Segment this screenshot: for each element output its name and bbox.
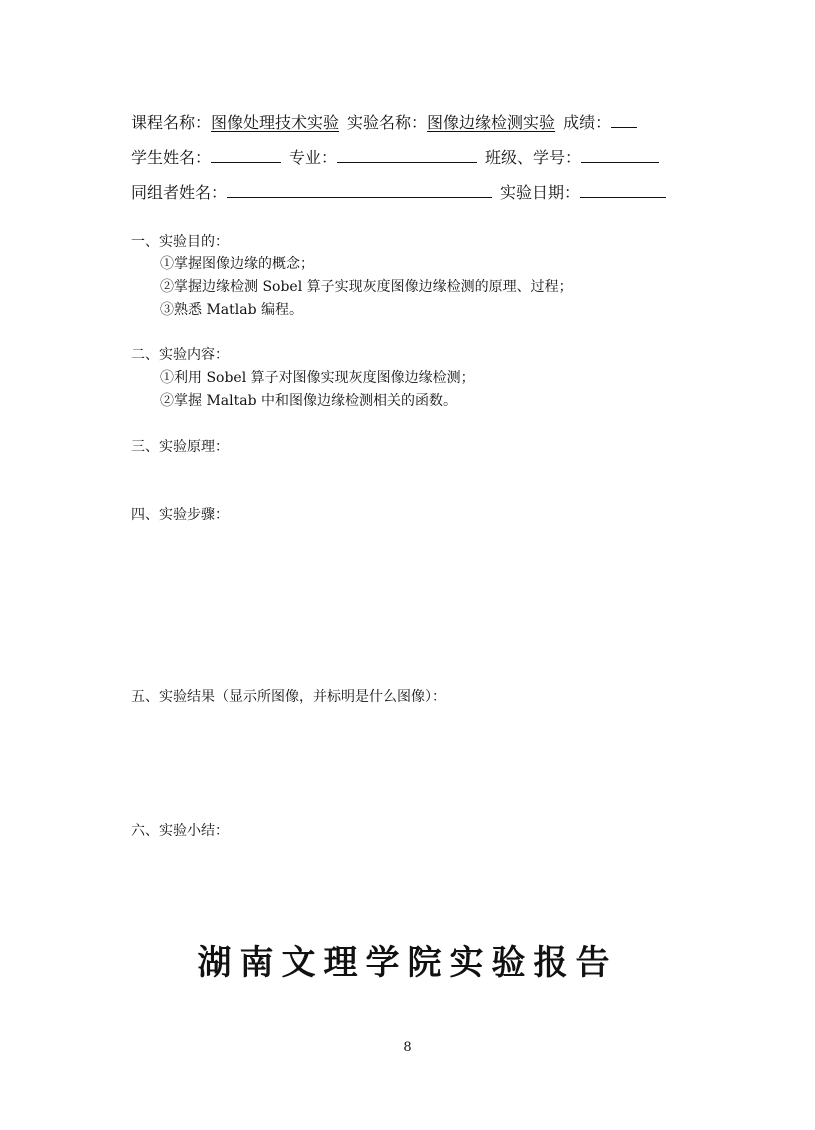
section-steps-title: 四、实验步骤： bbox=[131, 507, 229, 523]
grade-blank bbox=[611, 110, 637, 128]
experiment-value: 图像边缘检测实验 bbox=[427, 113, 556, 132]
header-row-course bbox=[131, 110, 637, 134]
major-label: 专业： bbox=[289, 148, 338, 167]
content-item: ①利用 Sobel 算子对图像实现灰度图像边缘检测； bbox=[160, 370, 475, 386]
date-blank bbox=[580, 180, 666, 198]
report-title: 湖南文理学院实验报告 bbox=[197, 943, 618, 983]
content-item: ②掌握 Maltab 中和图像边缘检测相关的函数。 bbox=[160, 393, 457, 409]
course-label: 课程名称： bbox=[131, 113, 212, 132]
section-content-title: 二、实验内容： bbox=[131, 347, 229, 363]
page-number: 8 bbox=[403, 1040, 412, 1055]
section-results-title: 五、实验结果（显示所图像，并标明是什么图像）： bbox=[131, 689, 446, 705]
objective-item: ③熟悉 Matlab 编程。 bbox=[160, 302, 303, 318]
group-members-label: 同组者姓名： bbox=[131, 183, 228, 202]
course-value: 图像处理技术实验 bbox=[211, 113, 340, 132]
section-summary-title: 六、实验小结： bbox=[131, 823, 229, 839]
student-name-label: 学生姓名： bbox=[131, 148, 212, 167]
date-label: 实验日期： bbox=[500, 183, 581, 202]
experiment-label: 实验名称： bbox=[347, 113, 428, 132]
class-id-label: 班级、学号： bbox=[485, 148, 582, 167]
header-row-student bbox=[131, 145, 659, 169]
objective-item: ②掌握边缘检测 Sobel 算子实现灰度图像边缘检测的原理、过程； bbox=[160, 279, 573, 295]
header-row-group bbox=[131, 180, 666, 204]
class-id-blank bbox=[581, 145, 659, 163]
objective-item: ①掌握图像边缘的概念； bbox=[160, 256, 314, 272]
section-principle-title: 三、实验原理： bbox=[131, 439, 229, 455]
section-objectives-title: 一、实验目的： bbox=[131, 234, 229, 250]
major-blank bbox=[337, 145, 477, 163]
student-name-blank bbox=[211, 145, 281, 163]
grade-label: 成绩： bbox=[563, 113, 612, 132]
group-members-blank bbox=[227, 180, 492, 198]
